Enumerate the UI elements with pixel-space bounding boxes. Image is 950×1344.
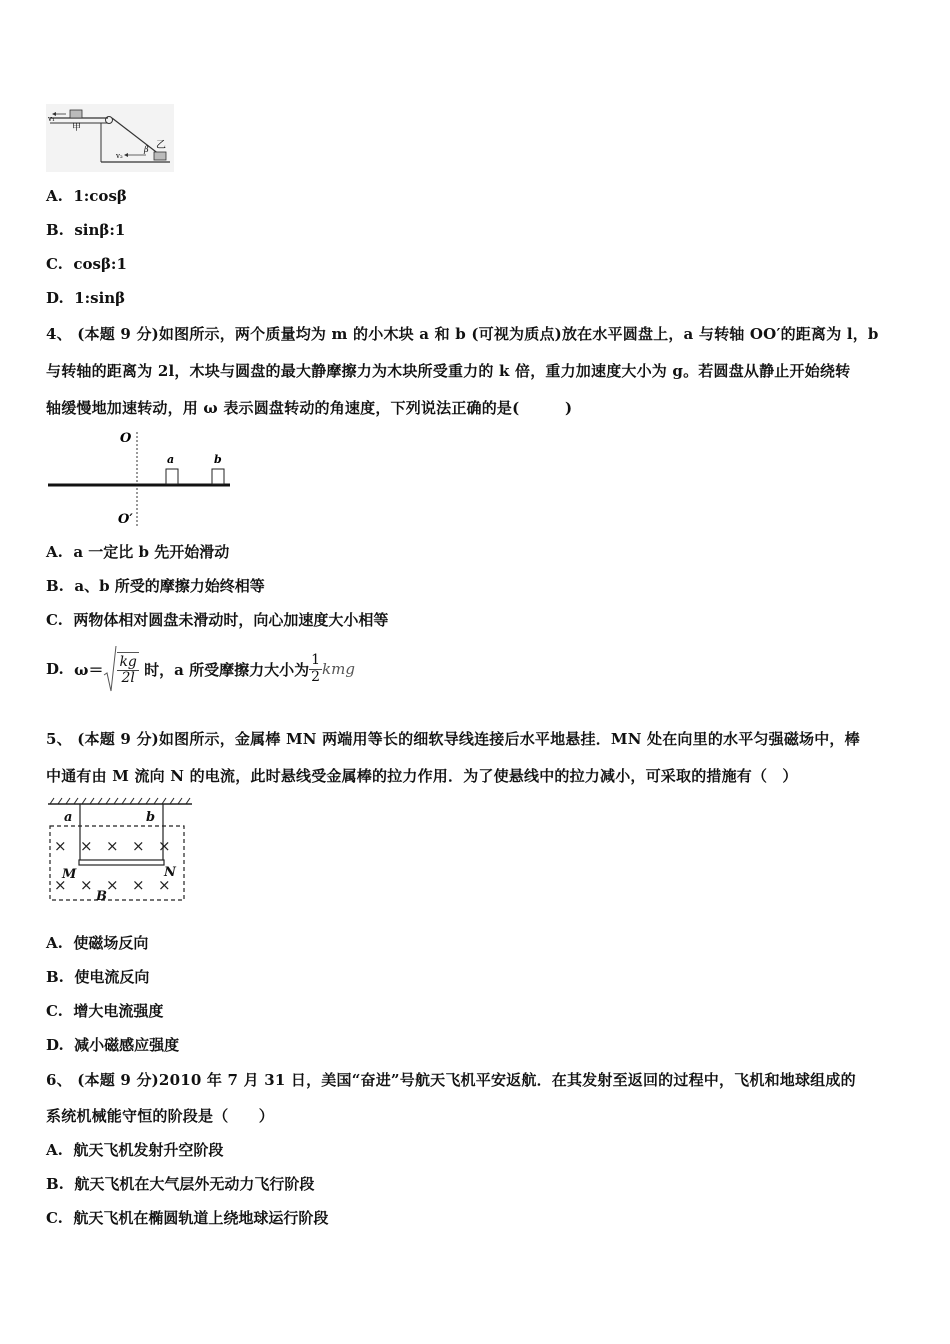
field-cross-7: × — [80, 876, 93, 894]
q5-stem-line-1: 5、 (本题 9 分)如图所示，金属棒 MN 两端用等长的细软导线连接后水平地悬挂．MN 处在向里的水平匀强磁场中，棒 — [46, 730, 860, 748]
q4-option-a: A. a 一定比 b 先开始滑动 — [46, 543, 230, 561]
label-yi: 乙 — [156, 140, 166, 151]
q3-option-a: A. 1:cosβ — [46, 187, 127, 205]
block-yi — [154, 152, 166, 160]
q6-stem-line-1: 6、 (本题 9 分)2010 年 7 月 31 日，美国“奋进”号航天飞机平安返航．在其发射至返回的过程中，飞机和地球组成的 — [46, 1071, 856, 1089]
block-jia — [70, 110, 82, 118]
label-v2: v₂ — [116, 152, 123, 160]
label-N: N — [164, 865, 176, 880]
field-cross-9: × — [132, 876, 145, 894]
q4-figure — [46, 428, 236, 530]
label-b: b — [214, 453, 222, 466]
label-a: a — [167, 453, 175, 466]
q4-stem-line-2: 与转轴的距离为 2l，木块与圆盘的最大静摩擦力为木块所受重力的 k 倍，重力加速度大小为 g。若圆盘从静止开始绕转 — [46, 362, 851, 380]
field-cross-2: × — [80, 837, 93, 855]
q6-option-a: A. 航天飞机发射升空阶段 — [46, 1141, 224, 1159]
field-cross-6: × — [54, 876, 67, 894]
omega-equals: ω＝ — [74, 660, 104, 679]
label-O: O — [120, 431, 132, 446]
q5-option-b: B. 使电流反向 — [46, 968, 150, 986]
q3-option-d: D. 1:sinβ — [46, 289, 126, 307]
q5-option-c: C. 增大电流强度 — [46, 1002, 164, 1020]
q4-option-d: D. ω＝ $\frac{kg}{2l}$ 时，a 所受摩擦力大小为 $\frac{1}{2}$ kmg — [46, 645, 355, 693]
q4-stem-line-3: 轴缓慢地加速转动，用 ω 表示圆盘转动的角速度，下列说法正确的是( ) — [46, 399, 573, 417]
sqrt-expression: $\frac{kg}{2l}$ — [103, 645, 138, 693]
field-cross-3: × — [106, 837, 119, 855]
field-cross-1: × — [54, 837, 67, 855]
label-jia: 甲 — [72, 123, 82, 133]
label-B: B — [96, 889, 107, 904]
field-cross-4: × — [132, 837, 145, 855]
label-beta: β — [144, 145, 149, 154]
field-cross-8: × — [106, 876, 119, 894]
label-b: b — [146, 810, 156, 825]
label-a: a — [64, 810, 73, 825]
q6-option-c: C. 航天飞机在椭圆轨道上绕地球运行阶段 — [46, 1209, 329, 1227]
field-cross-10: × — [158, 876, 171, 894]
label-O-prime: O′ — [118, 512, 133, 527]
q4-option-b: B. a、b 所受的摩擦力始终相等 — [46, 577, 265, 595]
q4-option-c: C. 两物体相对圆盘未滑动时，向心加速度大小相等 — [46, 611, 389, 629]
q5-stem-line-2: 中通有由 M 流向 N 的电流，此时悬线受金属棒的拉力作用．为了使悬线中的拉力减小，可采取的措施有（ ） — [46, 767, 798, 785]
block-b — [212, 469, 224, 484]
label-M: M — [62, 867, 77, 882]
q6-option-b: B. 航天飞机在大气层外无动力飞行阶段 — [46, 1175, 315, 1193]
q6-stem-line-2: 系统机械能守恒的阶段是（ ） — [46, 1107, 275, 1125]
q3-option-b: B. sinβ:1 — [46, 221, 126, 239]
q3-figure — [46, 104, 174, 172]
fraction-half: $\frac{1}{2}$ — [311, 652, 321, 685]
field-cross-5: × — [158, 837, 171, 855]
label-v1: v₁ — [48, 115, 55, 123]
q4-stem-line-1: 4、 (本题 9 分)如图所示，两个质量均为 m 的小木块 a 和 b (可视为质点)放在水平圆盘上，a 与转轴 OO′的距离为 l，b — [46, 325, 879, 343]
q5-option-a: A. 使磁场反向 — [46, 934, 149, 952]
q5-figure — [46, 796, 194, 906]
radical-sign-icon — [103, 645, 117, 693]
q3-option-c: C. cosβ:1 — [46, 255, 127, 273]
q5-option-d: D. 减小磁感应强度 — [46, 1036, 180, 1054]
metal-rod-MN — [79, 860, 164, 865]
block-a — [166, 469, 178, 484]
